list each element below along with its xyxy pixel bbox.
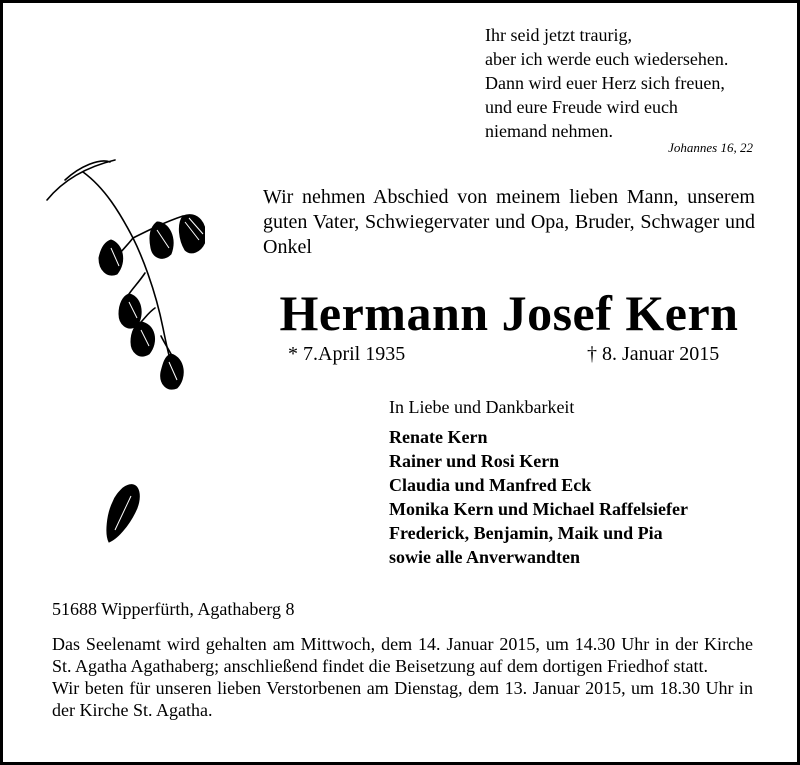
mourner-name: Rainer und Rosi Kern <box>389 451 560 471</box>
birch-branch-icon <box>45 158 205 548</box>
deceased-name: Hermann Josef Kern <box>279 285 739 341</box>
quote-line: und eure Freude wird euch <box>485 97 678 117</box>
quote-line: Dann wird euer Herz sich freuen, <box>485 73 725 93</box>
intro-text: Wir nehmen Abschied von meinem lieben Mann, unserem guten Vater, Schwiegervater und Opa, Bruder, Schwager und Onkel <box>263 186 755 258</box>
quote-line: niemand nehmen. <box>485 121 613 141</box>
quote-line: Ihr seid jetzt traurig, <box>485 25 632 45</box>
bible-quote <box>485 23 755 143</box>
mourner-name: Renate Kern <box>389 427 488 447</box>
mourners-block <box>389 395 759 569</box>
quote-source: Johannes 16, 22 <box>668 140 753 155</box>
mourner-name: Frederick, Benjamin, Maik und Pia <box>389 523 663 543</box>
prayer-info: Wir beten für unseren lieben Verstorbenen am Dienstag, dem 13. Januar 2015, um 18.30 Uhr in der Kirche St. Agatha. <box>52 678 753 720</box>
mourner-name: sowie alle Anverwandten <box>389 547 580 567</box>
funeral-info: Das Seelenamt wird gehalten am Mittwoch, dem 14. Januar 2015, um 14.30 Uhr in der Kirche St. Agatha Agathaberg; anschließend findet die Beisetzung auf dem dortigen Friedhof statt. <box>52 634 753 676</box>
family-address: 51688 Wipperfürth, Agathaberg 8 <box>52 599 295 619</box>
service-details <box>52 633 753 721</box>
birth-date: * 7.April 1935 <box>288 343 406 365</box>
death-date: † 8. Januar 2015 <box>587 343 720 365</box>
mourner-name: Claudia und Manfred Eck <box>389 475 592 495</box>
mourner-name: Monika Kern und Michael Raffelsiefer <box>389 499 688 519</box>
mourners-heading: In Liebe und Dankbarkeit <box>389 397 575 417</box>
quote-line: aber ich werde euch wiedersehen. <box>485 49 729 69</box>
